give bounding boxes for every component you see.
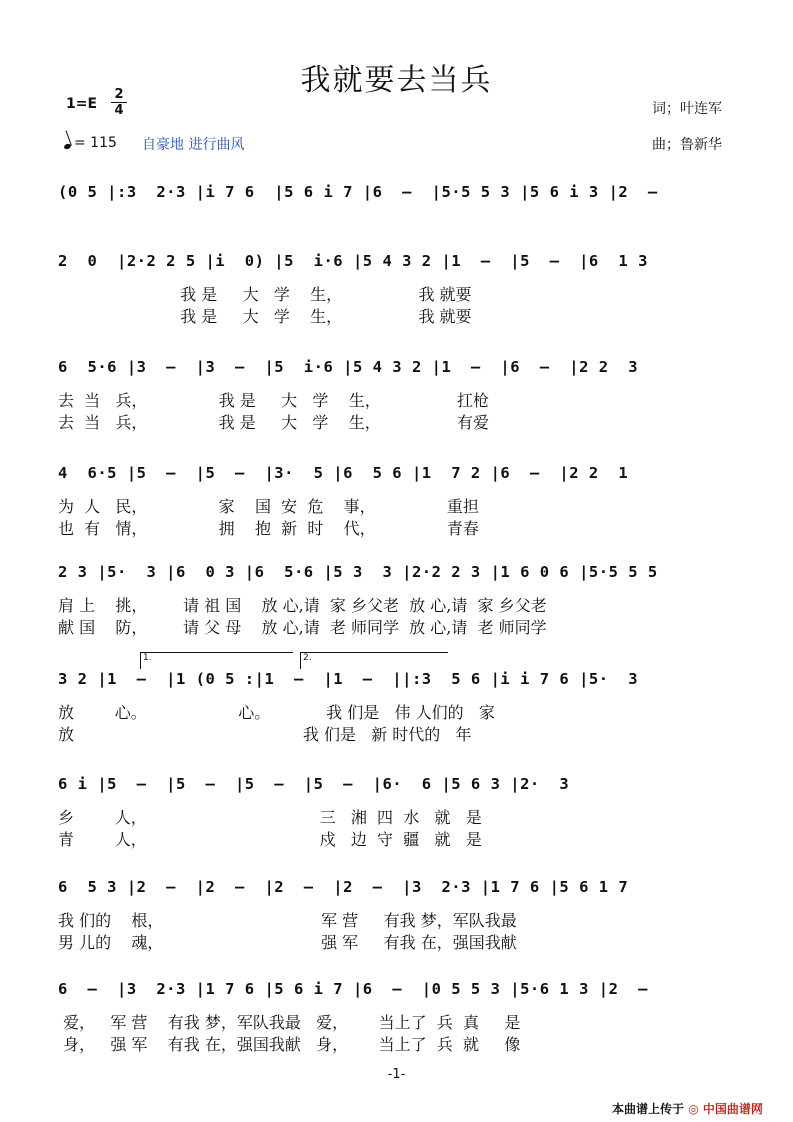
score-row xyxy=(58,775,738,849)
style-marking: 自豪地 进行曲风 xyxy=(142,137,245,153)
lyricist-credit: 词；叶连军 xyxy=(652,101,722,117)
lyric-line: 爱， 军 营 有我 梦，军队我最 爱， 当上了 兵 真 是 xyxy=(58,1013,521,1032)
lyric-line: 放 心。 心。 我 们是 伟 人们的 家 xyxy=(58,703,495,722)
score-row xyxy=(58,878,738,952)
score-row xyxy=(58,980,738,1054)
quarter-note-icon xyxy=(63,143,71,150)
page-number: -1- xyxy=(387,1067,406,1082)
notation-line: 6 – |3 2·3 |1 7 6 |5 6 i 7 |6 – |0 5 5 3 |5·6 1 3 |2 – xyxy=(58,980,648,998)
lyric-line: 青 人， 戍 边 守 疆 就 是 xyxy=(58,830,482,849)
lyric-line: 为 人 民， 家 国 安 危 事， 重担 xyxy=(58,497,479,516)
lyric-line: 我 们的 根， 军 营 有我 梦，军队我最 xyxy=(58,911,517,930)
volta-ending: 2. xyxy=(300,652,448,669)
score-row xyxy=(58,670,738,744)
score-row xyxy=(58,183,738,208)
footer-text: 本曲谱上传于 xyxy=(612,1102,685,1116)
lyric-line: 也 有 情， 拥 抱 新 时 代， 青春 xyxy=(58,519,479,538)
tempo-value: = 115 xyxy=(74,135,117,151)
notation-line: 2 3 |5· 3 |6 0 3 |6 5·6 |5 3 3 |2·2 2 3 |1 6 0 6 |5·5 5 5 xyxy=(58,563,658,581)
tempo-marking xyxy=(64,135,117,151)
notation-line: 6 5·6 |3 – |3 – |5 i·6 |5 4 3 2 |1 – |6 – |2 2 3 xyxy=(58,358,639,376)
notation-line: 2 0 |2·2 2 5 |i 0) |5 i·6 |5 4 3 2 |1 – |5 – |6 1 3 xyxy=(58,252,648,270)
time-numerator: 2 xyxy=(114,87,124,102)
lyric-line: 肩 上 挑， 请 祖 国 放 心,请 家 乡父老 放 心,请 家 乡父老 xyxy=(58,596,547,615)
footer-credit xyxy=(612,1100,763,1117)
notation-line: 3 2 |1 – |1 (0 5 :|1 – |1 – ||:3 5 6 |i i 7 6 |5· 3 xyxy=(58,670,639,688)
lyric-line: 身， 强 军 有我 在，强国我献 身， 当上了 兵 就 像 xyxy=(58,1035,521,1054)
lyric-line: 去 当 兵， 我 是 大 学 生， 有爱 xyxy=(58,413,490,432)
time-signature xyxy=(111,88,127,117)
lyric-line: 献 国 防， 请 父 母 放 心,请 老 师同学 放 心,请 老 师同学 xyxy=(58,618,547,637)
time-denominator: 4 xyxy=(114,103,124,118)
footer-brand: 中国曲谱网 xyxy=(702,1102,763,1116)
lyric-line: 去 当 兵， 我 是 大 学 生， 扛枪 xyxy=(58,391,490,410)
site-logo-icon: ◎ xyxy=(688,1102,699,1116)
lyric-line: 放 我 们是 新 时代的 年 xyxy=(58,725,472,744)
lyric-line: 乡 人， 三 湘 四 水 就 是 xyxy=(58,808,482,827)
notation-line: 4 6·5 |5 – |5 – |3· 5 |6 5 6 |1 7 2 |6 – |2 2 1 xyxy=(58,464,629,482)
score-row xyxy=(58,563,738,637)
key-signature: 1=E xyxy=(66,96,98,112)
lyric-line: 我 是 大 学 生， 我 就要 xyxy=(58,285,472,304)
notation-line: (0 5 |:3 2·3 |i 7 6 |5 6 i 7 |6 – |5·5 5 3 |5 6 i 3 |2 – xyxy=(58,183,658,201)
lyric-line: 男 儿的 魂， 强 军 有我 在，强国我献 xyxy=(58,933,517,952)
score-row xyxy=(58,464,738,538)
score-row xyxy=(58,358,738,432)
notation-line: 6 5 3 |2 – |2 – |2 – |2 – |3 2·3 |1 7 6 |5 6 1 7 xyxy=(58,878,629,896)
score-row xyxy=(58,252,738,326)
lyric-line: 我 是 大 学 生， 我 就要 xyxy=(58,307,472,326)
notation-line: 6 i |5 – |5 – |5 – |5 – |6· 6 |5 6 3 |2· 3 xyxy=(58,775,570,793)
volta-ending: 1. xyxy=(140,652,293,669)
composer-credit: 曲；鲁新华 xyxy=(652,137,722,153)
page-title: 我就要去当兵 xyxy=(300,63,493,98)
